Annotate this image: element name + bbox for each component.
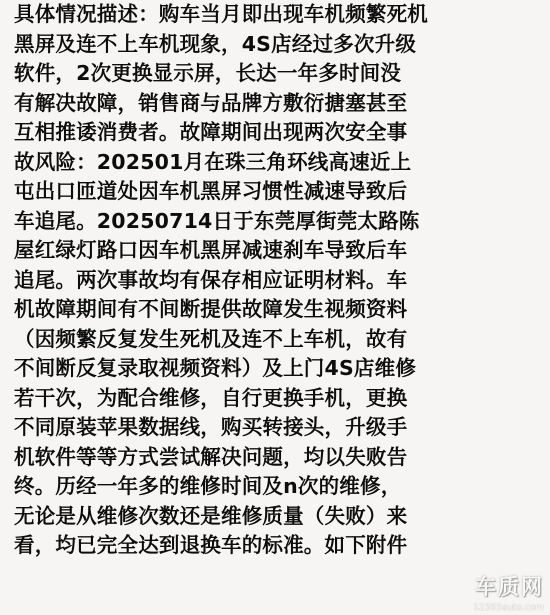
text-line: 屋红绿灯路口因车机黑屏减速刹车导致后车 bbox=[14, 238, 408, 262]
text-line: 机故障期间有不间断提供故障发生视频资料 bbox=[14, 297, 408, 321]
text-line: 软件，2次更换显示屏，长达一年多时间没 bbox=[14, 61, 402, 85]
text-line: 故风险：202501月在珠三角环线高速近上 bbox=[14, 149, 412, 174]
watermark-main-text: 车质网 bbox=[475, 575, 544, 599]
text-line: 不同原装苹果数据线，购买转接头，升级手 bbox=[14, 415, 408, 439]
text-line: 互相推诿消费者。故障期间出现两次安全事 bbox=[14, 120, 408, 144]
text-line: 无论是从维修次数还是维修质量（失败）来 bbox=[14, 503, 408, 528]
text-line: 若干次，为配合维修，自行更换手机，更换 bbox=[14, 385, 408, 410]
text-line: 终。历经一年多的维修时间及n次的维修， bbox=[14, 474, 402, 498]
watermark-url-text: 12365auto.com bbox=[473, 603, 544, 613]
text-line: 追尾。两次事故均有保存相应证明材料。车 bbox=[14, 267, 408, 292]
text-line: 具体情况描述：购车当月即出现车机频繁死机 bbox=[14, 2, 428, 26]
text-line: 机软件等等方式尝试解决问题，均以失败告 bbox=[14, 444, 408, 469]
text-line: 屯出口匝道处因车机黑屏习惯性减速导致后 bbox=[14, 179, 408, 203]
watermark-logo bbox=[442, 569, 546, 613]
text-line: 车追尾。20250714日于东莞厚街莞太路陈 bbox=[14, 208, 420, 233]
text-line: 有解决故障，销售商与品牌方敷衍搪塞甚至 bbox=[14, 90, 408, 115]
text-line: 看，均已完全达到退换车的标准。如下附件 bbox=[14, 533, 408, 557]
complaint-description bbox=[14, 0, 540, 561]
text-line: 黑屏及连不上车机现象，4S店经过多次升级 bbox=[14, 31, 417, 56]
text-line: （因频繁反复发生死机及连不上车机，故有 bbox=[14, 326, 408, 351]
text-line: 不间断反复录取视频资料）及上门4S店维修 bbox=[14, 356, 417, 380]
